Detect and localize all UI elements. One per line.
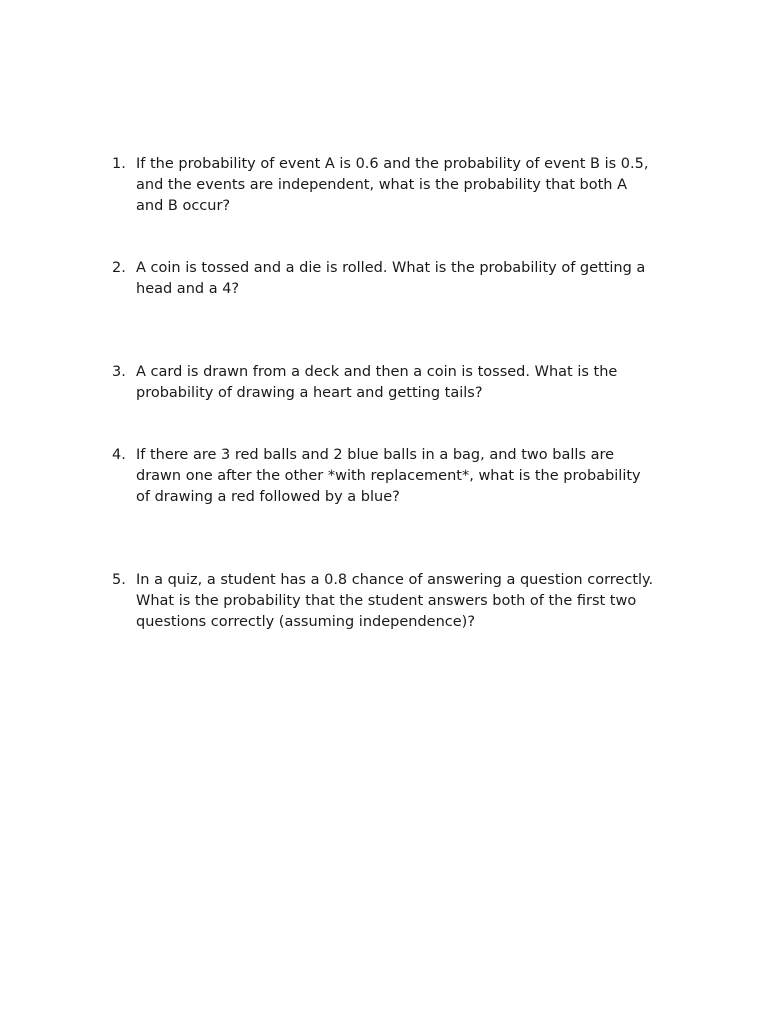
question-item (112, 258, 692, 300)
question-text-line: If there are 3 red balls and 2 blue balls in a bag, and two balls are (136, 447, 615, 463)
question-text-line: What is the probability that the student answers both of the first two (136, 593, 637, 609)
question-number: 3. (112, 364, 126, 380)
question-item (112, 445, 692, 508)
question-text (136, 570, 686, 633)
question-item (112, 570, 692, 633)
question-text-line: A card is drawn from a deck and then a coin is tossed. What is the (136, 364, 618, 380)
question-text (136, 154, 686, 217)
question-text (136, 445, 686, 508)
question-text-line: A coin is tossed and a die is rolled. What is the probability of getting a (136, 260, 646, 276)
question-item (112, 362, 692, 404)
question-text-line: and the events are independent, what is the probability that both A (136, 177, 628, 193)
question-text-line: In a quiz, a student has a 0.8 chance of answering a question correctly. (136, 572, 654, 588)
question-item (112, 154, 692, 217)
question-number: 4. (112, 447, 126, 463)
question-number: 1. (112, 156, 126, 172)
question-text-line: of drawing a red followed by a blue? (136, 489, 400, 505)
question-text-line: drawn one after the other *with replacement*, what is the probability (136, 468, 641, 484)
question-text-line: probability of drawing a heart and getting tails? (136, 385, 483, 401)
question-text-line: and B occur? (136, 198, 231, 214)
question-text-line: questions correctly (assuming independence)? (136, 614, 476, 630)
question-text (136, 362, 686, 404)
question-number: 5. (112, 572, 126, 588)
question-number: 2. (112, 260, 126, 276)
question-text-line: If the probability of event A is 0.6 and the probability of event B is 0.5, (136, 156, 649, 172)
question-text-line: head and a 4? (136, 281, 240, 297)
question-text (136, 258, 686, 300)
